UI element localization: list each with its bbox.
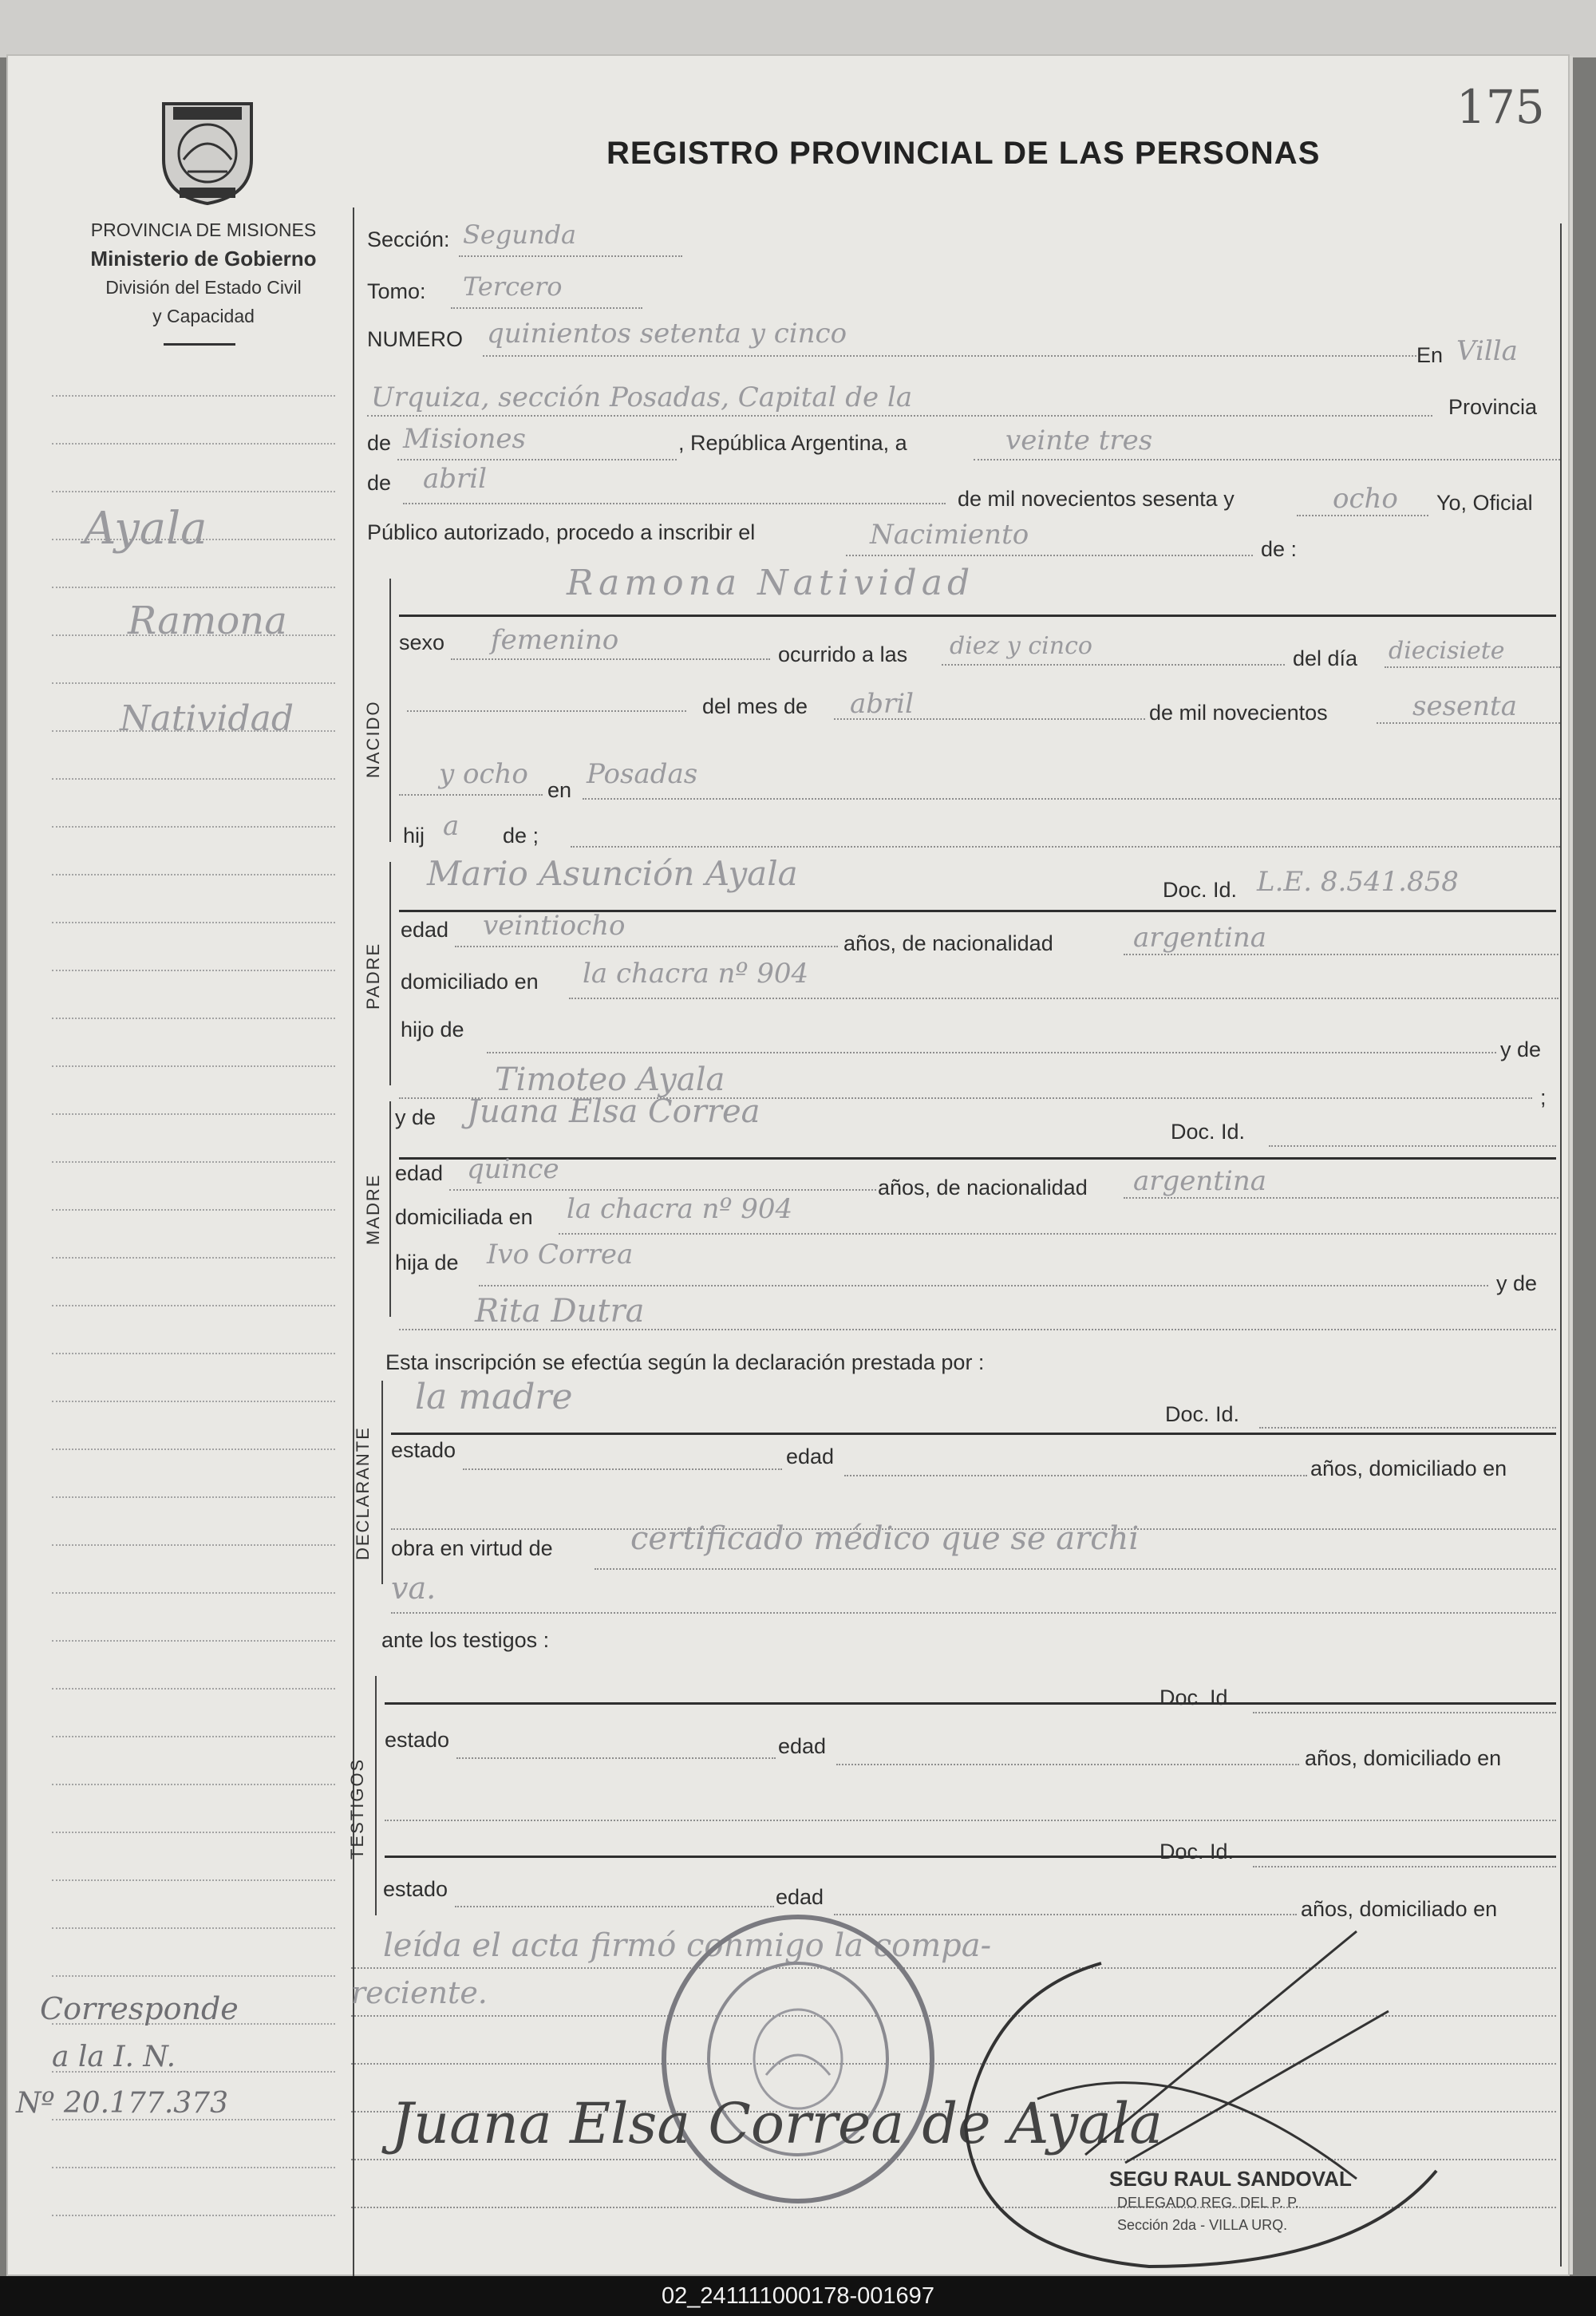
nacido-name-value: Ramona Natividad <box>567 563 975 603</box>
padre-edad-value: veintiocho <box>483 910 626 942</box>
ministry-name: Ministerio de Gobierno <box>90 247 317 271</box>
mil-label: de mil novecientos sesenta y <box>958 487 1235 511</box>
padre-domicilio-value: la chacra nº 904 <box>583 958 809 990</box>
city-value: Urquiza, sección Posadas, Capital de la <box>371 381 913 413</box>
testigo2-estado-label: estado <box>383 1877 448 1901</box>
declarante-section-label: DECLARANTE <box>353 1426 373 1560</box>
margin-note-second-name: Natividad <box>120 698 294 739</box>
padre-domicilio-label: domiciliado en <box>401 970 539 994</box>
province-value: Misiones <box>403 423 526 455</box>
padre-doc-label: Doc. Id. <box>1163 878 1238 902</box>
nacido-section-label: NACIDO <box>363 700 383 778</box>
anio-value-2: y ocho <box>439 758 528 790</box>
tomo-label: Tomo: <box>367 279 426 303</box>
de-label: de <box>367 431 392 455</box>
padre-doc-value: L.E. 8.541.858 <box>1257 866 1459 898</box>
madre-hija-de-label: hija de <box>395 1251 459 1275</box>
hij-value: a <box>443 810 460 842</box>
official-section: Sección 2da - VILLA URQ. <box>1117 2217 1288 2233</box>
division-line-1: División del Estado Civil <box>105 277 302 298</box>
division-line-2: y Capacidad <box>152 306 255 326</box>
madre-doc-label: Doc. Id. <box>1171 1120 1246 1144</box>
registry-stamp-icon <box>654 1907 942 2211</box>
mes-value: abril <box>850 688 915 720</box>
month-value: abril <box>423 463 488 495</box>
madre-y-de-label-2: y de <box>1496 1271 1538 1295</box>
province-name: PROVINCIA DE MISIONES <box>90 219 317 240</box>
page-number: 175 <box>1456 80 1545 134</box>
madre-edad-label: edad <box>395 1161 444 1185</box>
padre-name-value: Mario Asunción Ayala <box>427 854 798 893</box>
year-value: ocho <box>1333 483 1398 515</box>
testigo1-anios-label: años, domiciliado en <box>1305 1746 1502 1770</box>
document-page <box>8 56 1568 2275</box>
en-label-nacido: en <box>547 778 572 802</box>
numero-label: NUMERO <box>367 327 463 351</box>
margin-note-surname: Ayala <box>84 503 207 555</box>
sexo-label: sexo <box>399 630 445 654</box>
padre-hijo-de-label: hijo de <box>401 1018 464 1041</box>
tomo-value: Tercero <box>463 271 563 302</box>
declarante-edad-label: edad <box>786 1445 835 1468</box>
padre-bracket <box>389 862 391 1085</box>
madre-domicilio-value: la chacra nº 904 <box>567 1193 793 1225</box>
nacido-bracket <box>389 579 391 842</box>
padre-nacionalidad-label: años, de nacionalidad <box>843 931 1053 955</box>
anio-value: sesenta <box>1412 690 1517 722</box>
lugar-value: Posadas <box>587 758 698 790</box>
hora-value: diez y cinco <box>950 632 1092 660</box>
publico-label: Público autorizado, procedo a inscribir el <box>367 520 756 544</box>
dia-value: diecisiete <box>1389 637 1505 665</box>
numero-value: quinientos setenta y cinco <box>487 318 847 350</box>
page-top-edge <box>0 0 1596 57</box>
acto-value: Nacimiento <box>870 519 1029 551</box>
seccion-label: Sección: <box>367 227 450 251</box>
margin-note-corresponde-2: a la I. N. <box>52 2041 176 2073</box>
declarante-estado-label: estado <box>391 1438 456 1462</box>
ministry-header <box>52 215 355 330</box>
madre-nacionalidad-value: argentina <box>1133 1165 1267 1197</box>
padre-section-label: PADRE <box>363 942 383 1010</box>
madre-domicilio-label: domiciliada en <box>395 1205 533 1229</box>
sexo-value: femenino <box>491 624 619 656</box>
declarante-name-value: la madre <box>415 1377 573 1417</box>
padre-edad-label: edad <box>401 918 449 942</box>
hij-de-label: de ; <box>503 824 539 848</box>
padre-padre-value: Timoteo Ayala <box>495 1061 725 1098</box>
right-column-border <box>1560 223 1562 2267</box>
madre-name-value: Juana Elsa Correa <box>467 1093 760 1130</box>
margin-note-corresponde: Corresponde <box>40 1991 239 2026</box>
testigos-bracket <box>375 1676 377 1915</box>
republica-label: , República Argentina, a <box>678 431 907 455</box>
ocurrido-label: ocurrido a las <box>778 642 908 666</box>
closing-line-1: leída el acta firmó conmigo la compa- <box>383 1927 992 1964</box>
madre-nacionalidad-label: años, de nacionalidad <box>878 1176 1088 1199</box>
testigos-section-label: TESTIGOS <box>347 1757 367 1860</box>
declarante-signature: Juana Elsa Correa de Ayala <box>391 2091 1163 2156</box>
testigo1-doc-label: Doc. Id. <box>1159 1686 1235 1709</box>
margin-note-id-number: Nº 20.177.373 <box>16 2087 228 2120</box>
padre-semicolon: ; <box>1540 1085 1547 1109</box>
declarante-intro: Esta inscripción se efectúa según la declaración prestada por : <box>385 1350 985 1374</box>
page-title: REGISTRO PROVINCIAL DE LAS PERSONAS <box>606 136 1321 171</box>
de-label-2: de <box>367 471 392 495</box>
madre-madre-value: Rita Dutra <box>475 1293 645 1330</box>
padre-nacionalidad-value: argentina <box>1133 922 1267 954</box>
madre-section-label: MADRE <box>363 1173 383 1245</box>
province-seal-icon <box>156 96 259 207</box>
del-mes-label: del mes de <box>702 694 808 718</box>
del-dia-label: del día <box>1293 646 1358 670</box>
margin-note-first-name: Ramona <box>128 599 287 643</box>
closing-line-2: reciente. <box>351 1975 488 2010</box>
en-label: En <box>1416 343 1444 367</box>
testigos-intro: ante los testigos : <box>381 1628 550 1652</box>
header-rule <box>164 343 235 346</box>
testigo2-edad-label: edad <box>776 1885 824 1909</box>
obra-value-2: va. <box>391 1571 437 1606</box>
yo-oficial-label: Yo, Oficial <box>1436 491 1533 515</box>
hij-label: hij <box>403 824 425 848</box>
testigo1-edad-label: edad <box>778 1734 827 1758</box>
madre-edad-value: quince <box>467 1153 559 1185</box>
mil-novecientos-label: de mil novecientos <box>1149 701 1328 725</box>
testigo1-estado-label: estado <box>385 1728 450 1752</box>
official-title: DELEGADO REG. DEL P. P. <box>1117 2195 1299 2211</box>
en-value: Villa <box>1456 335 1518 367</box>
provincia-label: Provincia <box>1448 395 1538 419</box>
seccion-value: Segunda <box>463 219 577 250</box>
madre-hija-de-value: Ivo Correa <box>487 1239 634 1271</box>
obra-value: certificado médico que se archi <box>630 1520 1140 1557</box>
official-name: SEGU RAUL SANDOVAL <box>1109 2167 1352 2191</box>
declarante-bracket <box>381 1381 383 1584</box>
image-id-footer: 02_241111000178-001697 <box>0 2276 1596 2316</box>
declarante-doc-label: Doc. Id. <box>1165 1402 1240 1426</box>
day-value: veinte tres <box>1005 425 1153 456</box>
padre-y-de-label: y de <box>1500 1037 1542 1061</box>
madre-bracket <box>389 1101 391 1317</box>
main-column-border <box>353 207 354 2282</box>
testigo2-anios-label: años, domiciliado en <box>1301 1897 1498 1921</box>
declarante-anios-label: años, domiciliado en <box>1310 1456 1507 1480</box>
obra-label: obra en virtud de <box>391 1536 553 1560</box>
testigo2-doc-label: Doc. Id. <box>1159 1840 1235 1863</box>
madre-y-de-label: y de <box>395 1105 437 1129</box>
de-colon-label: de : <box>1261 537 1298 561</box>
